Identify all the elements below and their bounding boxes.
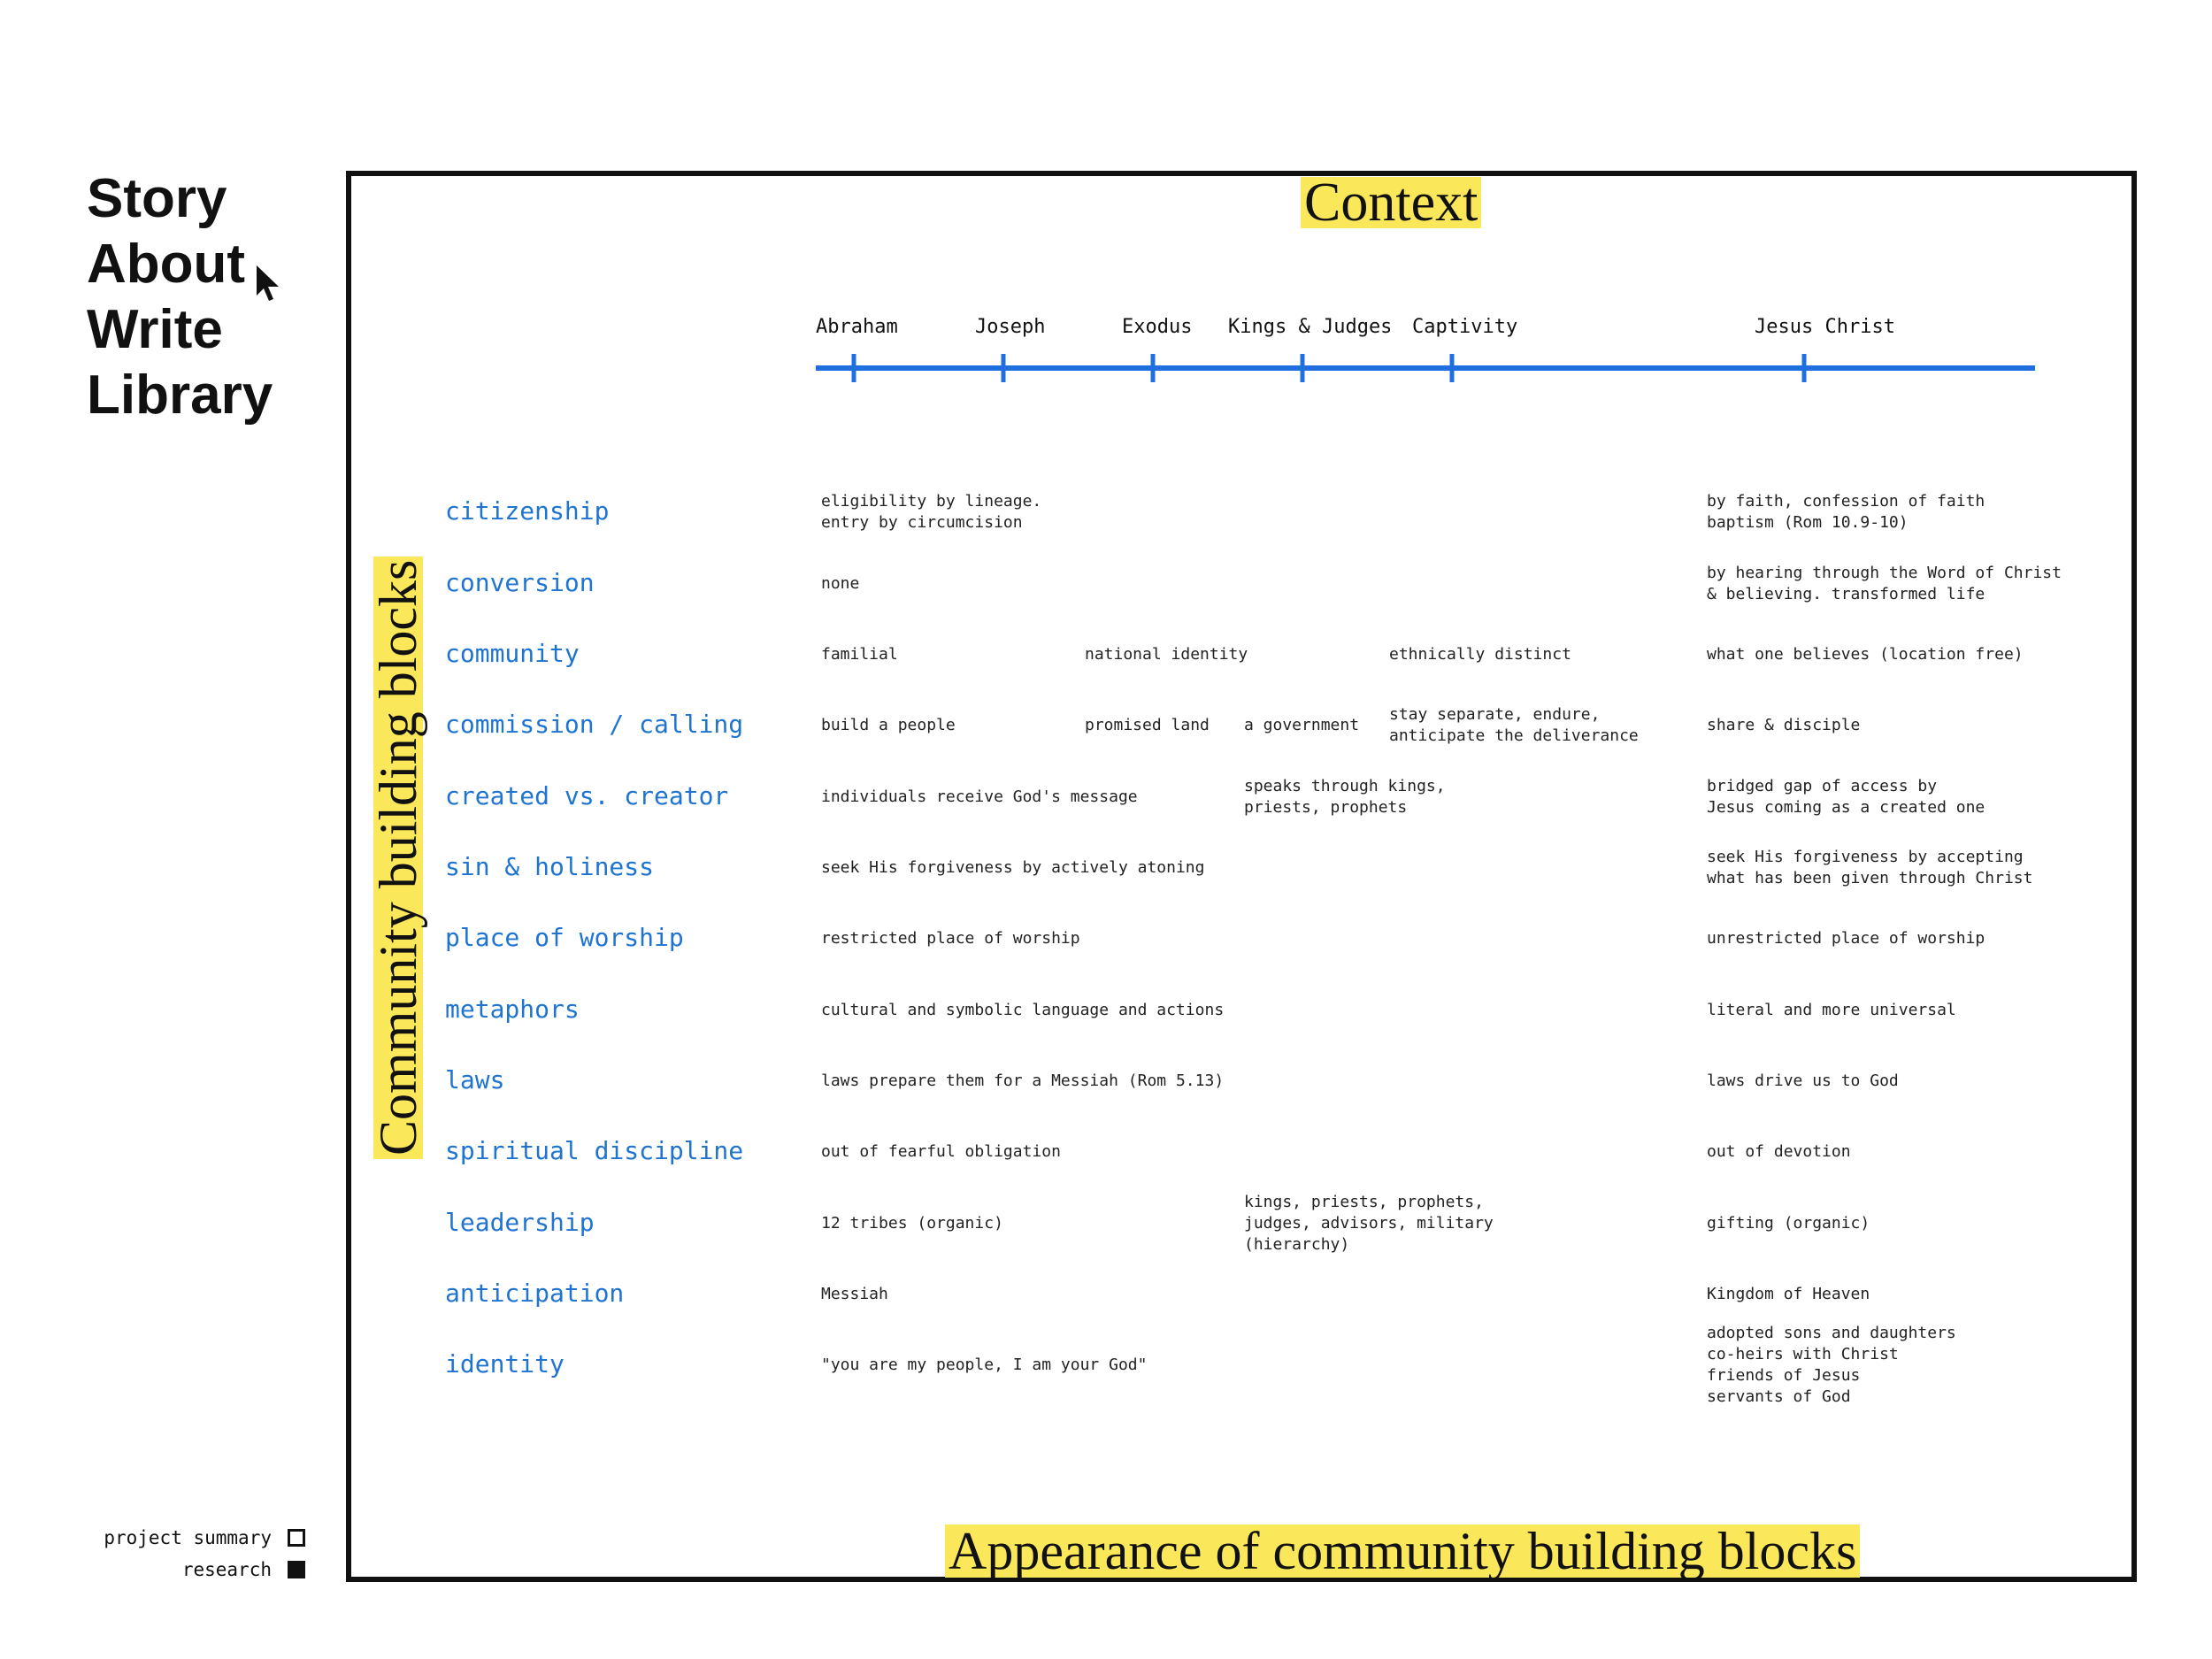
nav-about[interactable]: About (87, 234, 246, 295)
table-cell: unrestricted place of worship (1707, 929, 1985, 948)
context-timeline (0, 0, 2212, 407)
table-cell: adopted sons and daughters co-heirs with Christ friends of Jesus servants of God (1707, 1324, 1956, 1406)
timeline-event-label: Joseph (975, 316, 1046, 338)
table-cell: national identity (1085, 645, 1248, 664)
project-summary-checkbox[interactable] (288, 1529, 305, 1547)
context-title: Context (1301, 177, 1481, 228)
nav-library[interactable]: Library (87, 365, 273, 426)
table-cell: share & disciple (1707, 716, 1861, 734)
table-cell: seek His forgiveness by accepting what has been given through Christ (1707, 848, 2033, 887)
table-cell: seek His forgiveness by actively atoning (821, 858, 1205, 877)
table-cell: restricted place of worship (821, 929, 1080, 948)
timeline-event-label: Abraham (816, 316, 898, 338)
row-label[interactable]: spiritual discipline (445, 1136, 744, 1165)
timeline-event-label: Jesus Christ (1755, 316, 1895, 338)
bottom-title: Appearance of community building blocks (945, 1525, 1860, 1578)
table-cell: speaks through kings, priests, prophets (1244, 777, 1446, 817)
row-label[interactable]: commission / calling (445, 710, 744, 739)
table-cell: familial (821, 645, 898, 664)
research-label: research (181, 1559, 272, 1580)
table-cell: none (821, 574, 860, 593)
project-summary-option[interactable] (53, 1522, 305, 1554)
table-cell: individuals receive God's message (821, 787, 1138, 806)
table-cell: by hearing through the Word of Christ & believing. transformed life (1707, 564, 2062, 603)
table-cell: Messiah (821, 1285, 888, 1303)
timeline-event-label: Exodus (1122, 316, 1193, 338)
table-cell: promised land (1085, 716, 1210, 734)
table-cell: "you are my people, I am your God" (821, 1356, 1148, 1374)
table-cell: out of devotion (1707, 1142, 1851, 1161)
table-cell: build a people (821, 716, 956, 734)
nav-story[interactable]: Story (87, 168, 227, 229)
view-legend (53, 1522, 305, 1586)
row-label[interactable]: created vs. creator (445, 781, 729, 810)
research-checkbox[interactable] (288, 1561, 305, 1578)
row-label[interactable]: place of worship (445, 923, 684, 952)
table-cell: Kingdom of Heaven (1707, 1285, 1870, 1303)
row-label[interactable]: leadership (445, 1208, 595, 1237)
table-cell: by faith, confession of faith baptism (Rom 10.9-10) (1707, 492, 1985, 532)
project-summary-label: project summary (104, 1527, 272, 1548)
table-cell: gifting (organic) (1707, 1214, 1870, 1233)
table-cell: kings, priests, prophets, judges, advisors, military (hierarchy) (1244, 1193, 1494, 1254)
row-label[interactable]: sin & holiness (445, 852, 655, 881)
row-label[interactable]: identity (445, 1349, 565, 1379)
table-cell: 12 tribes (organic) (821, 1214, 1003, 1233)
research-option[interactable] (53, 1554, 305, 1586)
table-cell: bridged gap of access by Jesus coming as a created one (1707, 777, 1985, 817)
side-axis-title: Community building blocks (373, 557, 423, 1159)
row-label[interactable]: laws (445, 1065, 505, 1094)
table-cell: a government (1244, 716, 1360, 734)
table-cell: literal and more universal (1707, 1001, 1956, 1019)
row-label[interactable]: conversion (445, 568, 595, 597)
table-cell: laws drive us to God (1707, 1071, 1899, 1090)
row-label[interactable]: citizenship (445, 496, 610, 526)
table-cell: laws prepare them for a Messiah (Rom 5.13) (821, 1071, 1225, 1090)
timeline-event-label: Kings & Judges (1228, 316, 1393, 338)
table-cell: stay separate, endure, anticipate the deliverance (1389, 705, 1639, 745)
nav-write[interactable]: Write (87, 299, 223, 360)
row-label[interactable]: metaphors (445, 995, 580, 1024)
timeline-event-label: Captivity (1412, 316, 1518, 338)
row-label[interactable]: anticipation (445, 1279, 625, 1308)
row-label[interactable]: community (445, 639, 580, 668)
table-cell: out of fearful obligation (821, 1142, 1061, 1161)
table-cell: what one believes (location free) (1707, 645, 2024, 664)
table-cell: ethnically distinct (1389, 645, 1571, 664)
table-cell: cultural and symbolic language and actions (821, 1001, 1225, 1019)
table-cell: eligibility by lineage. entry by circumcision (821, 492, 1042, 532)
